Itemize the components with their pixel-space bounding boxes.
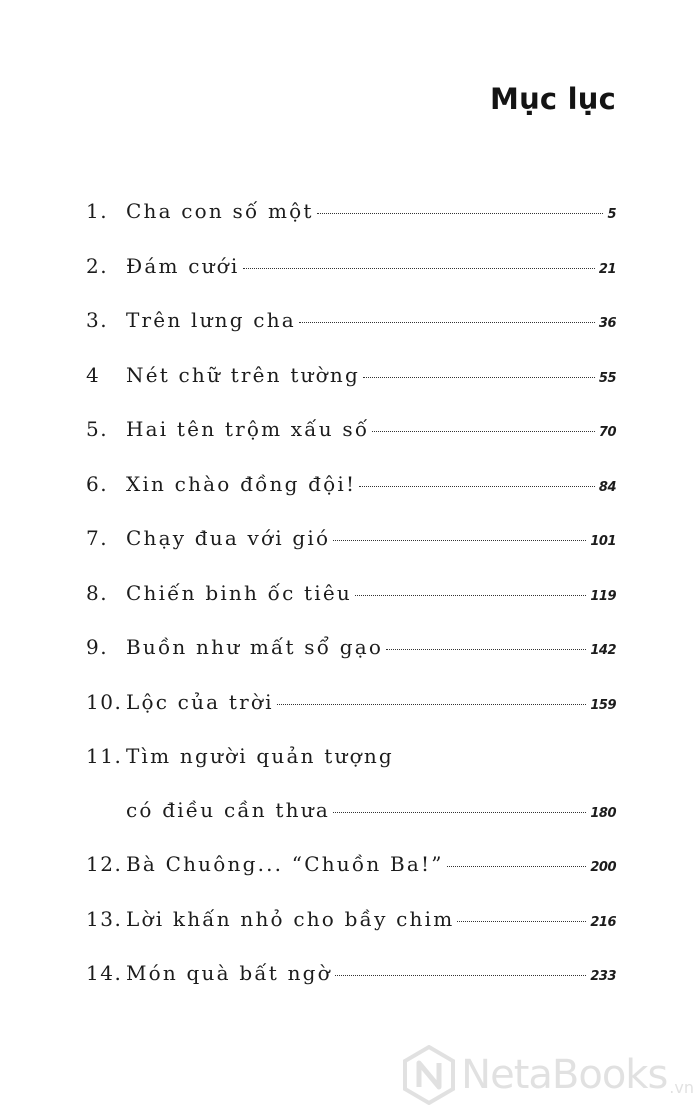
chapter-title: Hai tên trộm xấu số xyxy=(126,417,370,441)
toc-entry[interactable] xyxy=(86,843,616,898)
toc-entry[interactable] xyxy=(86,245,616,300)
toc-entry[interactable] xyxy=(86,952,616,1007)
page-number: 159 xyxy=(590,697,616,713)
chapter-title: Xin chào đồng đội! xyxy=(126,471,357,496)
page-number: 101 xyxy=(590,534,616,549)
chapter-title: Chiến binh ốc tiêu xyxy=(126,580,352,605)
toc-entry[interactable] xyxy=(86,572,616,627)
page-number: 70 xyxy=(598,425,616,440)
dot-leader xyxy=(386,649,586,650)
watermark-suffix: .vn xyxy=(669,1078,694,1097)
chapter-number: 4 xyxy=(86,362,101,387)
chapter-title: Chạy đua với gió xyxy=(126,526,331,550)
chapter-title: Cha con số một xyxy=(126,199,314,223)
toc-entry[interactable] xyxy=(86,190,616,245)
toc-entry[interactable] xyxy=(86,681,616,736)
watermark-brand: NetaBooks xyxy=(461,1052,668,1098)
toc-entry[interactable] xyxy=(86,626,616,681)
chapter-title: Đám cưới xyxy=(126,253,240,278)
toc-entry[interactable] xyxy=(86,408,616,463)
page-number: 233 xyxy=(590,969,616,984)
chapter-number: 6. xyxy=(86,471,109,496)
chapter-number: 11. xyxy=(86,744,123,768)
chapter-title: Bà Chuông... “Chuồn Ba!” xyxy=(126,852,444,876)
dot-leader xyxy=(317,213,604,214)
toc-entry[interactable] xyxy=(86,463,616,518)
chapter-title: Trên lưng cha xyxy=(126,308,296,332)
chapter-title: Lời khấn nhỏ cho bầy chim xyxy=(126,906,455,931)
chapter-title: Nét chữ trên tường xyxy=(126,362,360,387)
dot-leader xyxy=(447,866,587,867)
toc-entry[interactable] xyxy=(86,735,616,843)
page-number: 119 xyxy=(590,588,616,604)
toc-entry[interactable] xyxy=(86,354,616,409)
chapter-title-continued: có điều cần thưa xyxy=(126,798,330,822)
page-number: 36 xyxy=(598,316,616,331)
table-of-contents xyxy=(86,190,616,1007)
page-title: Mục lục xyxy=(490,82,616,116)
page-number: 142 xyxy=(590,643,616,658)
toc-entry[interactable] xyxy=(86,299,616,354)
page-number: 200 xyxy=(590,860,616,875)
toc-entry[interactable] xyxy=(86,898,616,953)
chapter-number: 12. xyxy=(86,852,123,876)
watermark xyxy=(403,1045,694,1105)
chapter-number: 10. xyxy=(86,689,123,714)
page-number: 5 xyxy=(607,207,616,222)
page-number: 55 xyxy=(598,370,616,386)
chapter-number: 8. xyxy=(86,580,109,605)
chapter-number: 7. xyxy=(86,526,109,550)
page-number: 216 xyxy=(590,914,616,930)
chapter-title: Buồn như mất sổ gạo xyxy=(126,635,384,659)
dot-leader xyxy=(457,921,586,922)
chapter-number: 3. xyxy=(86,308,109,332)
dot-leader xyxy=(243,268,595,269)
dot-leader xyxy=(363,377,595,378)
chapter-title: Món quà bất ngờ xyxy=(126,961,332,985)
dot-leader xyxy=(333,812,586,813)
netabooks-logo-icon xyxy=(403,1045,455,1105)
chapter-number: 13. xyxy=(86,906,123,931)
dot-leader xyxy=(372,431,595,432)
toc-entry[interactable] xyxy=(86,517,616,572)
dot-leader xyxy=(359,486,595,487)
chapter-number: 2. xyxy=(86,253,109,278)
page-number: 180 xyxy=(590,806,616,821)
dot-leader xyxy=(355,595,586,596)
chapter-number: 9. xyxy=(86,635,109,659)
dot-leader xyxy=(277,704,587,705)
chapter-title: Tìm người quản tượng xyxy=(126,744,394,768)
dot-leader xyxy=(335,975,586,976)
page-number: 84 xyxy=(598,479,616,495)
dot-leader xyxy=(333,540,586,541)
chapter-number: 1. xyxy=(86,199,109,223)
chapter-number: 14. xyxy=(86,961,123,985)
page-number: 21 xyxy=(598,261,616,277)
dot-leader xyxy=(299,322,595,323)
chapter-title: Lộc của trời xyxy=(126,689,274,714)
chapter-number: 5. xyxy=(86,417,109,441)
